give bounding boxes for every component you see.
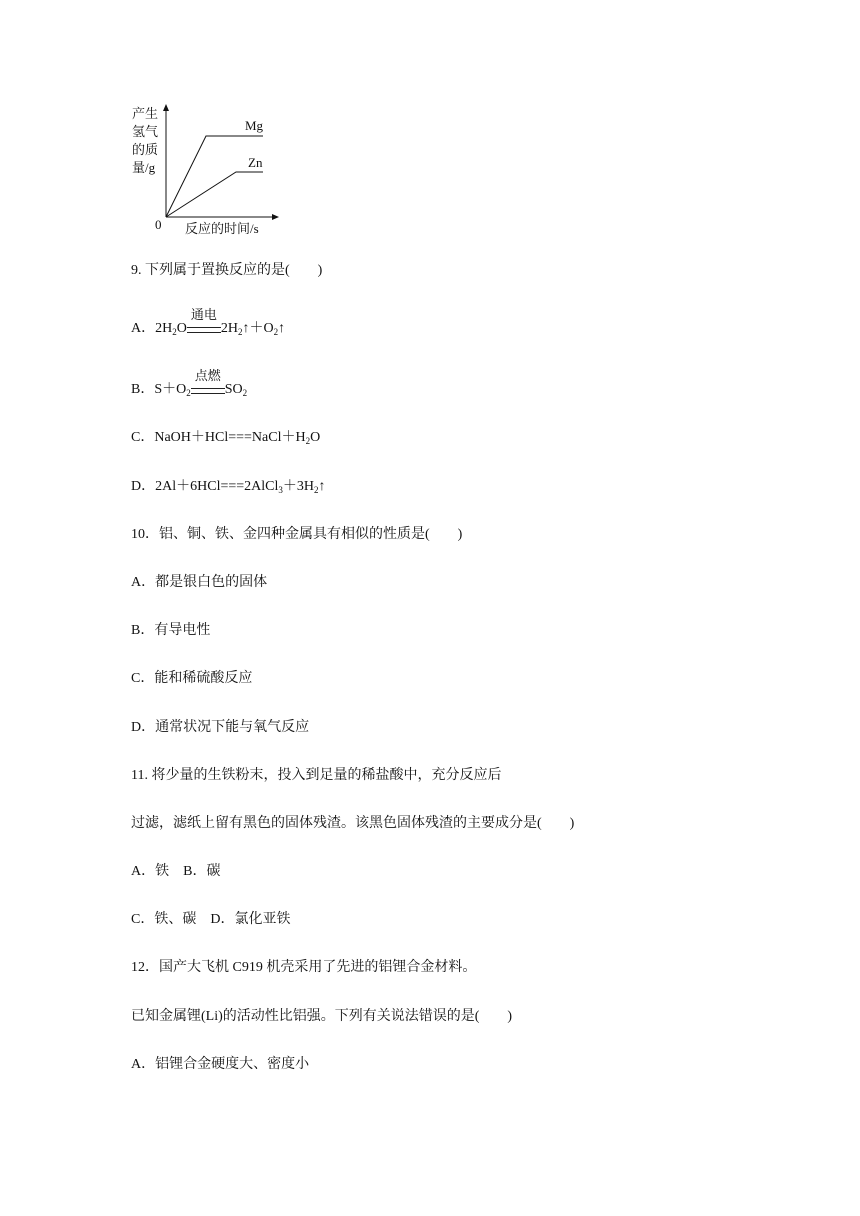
q11-options-ab: A．铁 B．碳 [131,864,221,879]
q10-option-d: D．通常状况下能与氧气反应 [131,720,310,735]
q12-stem-line1: 12．国产大飞机 C919 机壳采用了先进的铝锂合金材料。 [131,960,477,975]
q9-option-c: C．$NaOH+HCl===NaCl+H_2O$ [131,430,321,446]
origin-label: 0 [155,217,162,232]
q10-stem: 10．铝、铜、铁、金四种金属具有相似的性质是( ) [131,527,463,542]
q10-option-c: C．能和稀硫酸反应 [131,671,253,686]
q11-stem-line1: 11. 将少量的生铁粉末，投入到足量的稀盐酸中，充分反应后 [131,768,502,783]
mg-curve [166,136,263,217]
q12-stem-line2: 已知金属锂(Li)的活动性比铝强。下列有关说法错误的是( ) [131,1009,513,1024]
electrolysis-condition: 通电 [187,319,221,339]
mg-label: Mg [245,118,264,133]
q9-option-a: A．$2H_2O$ 通电 $2H_2↑+O_2↑$ [131,307,286,337]
ignition-condition: 点燃 [191,380,225,400]
q11-options-cd: C．铁、碳 D．氯化亚铁 [131,912,291,927]
y-axis-label-4: 量/g [132,160,156,175]
hydrogen-graph [128,100,288,245]
zn-curve [166,172,263,217]
x-axis-label: 反应的时间/s [185,221,259,236]
q9-stem: 9. 下列属于置换反应的是( ) [131,263,323,278]
y-axis-label-3: 的质 [132,142,159,157]
q10-option-b: B．有导电性 [131,623,211,638]
q9-option-b: B．$S+O_2$ 点燃 $SO_2$ [131,368,248,398]
q9-option-d: D．$2Al+6HCl===2AlCl_3+3H_2↑$ [131,479,326,495]
y-axis-label-2: 氢气 [132,124,159,139]
q12-option-a: A．铝锂合金硬度大、密度小 [131,1057,310,1072]
y-axis-label-1: 产生 [132,106,159,121]
q11-stem-line2: 过滤，滤纸上留有黑色的固体残渣。该黑色固体残渣的主要成分是( ) [131,816,575,831]
q10-option-a: A．都是银白色的固体 [131,575,268,590]
zn-label: Zn [248,155,263,170]
